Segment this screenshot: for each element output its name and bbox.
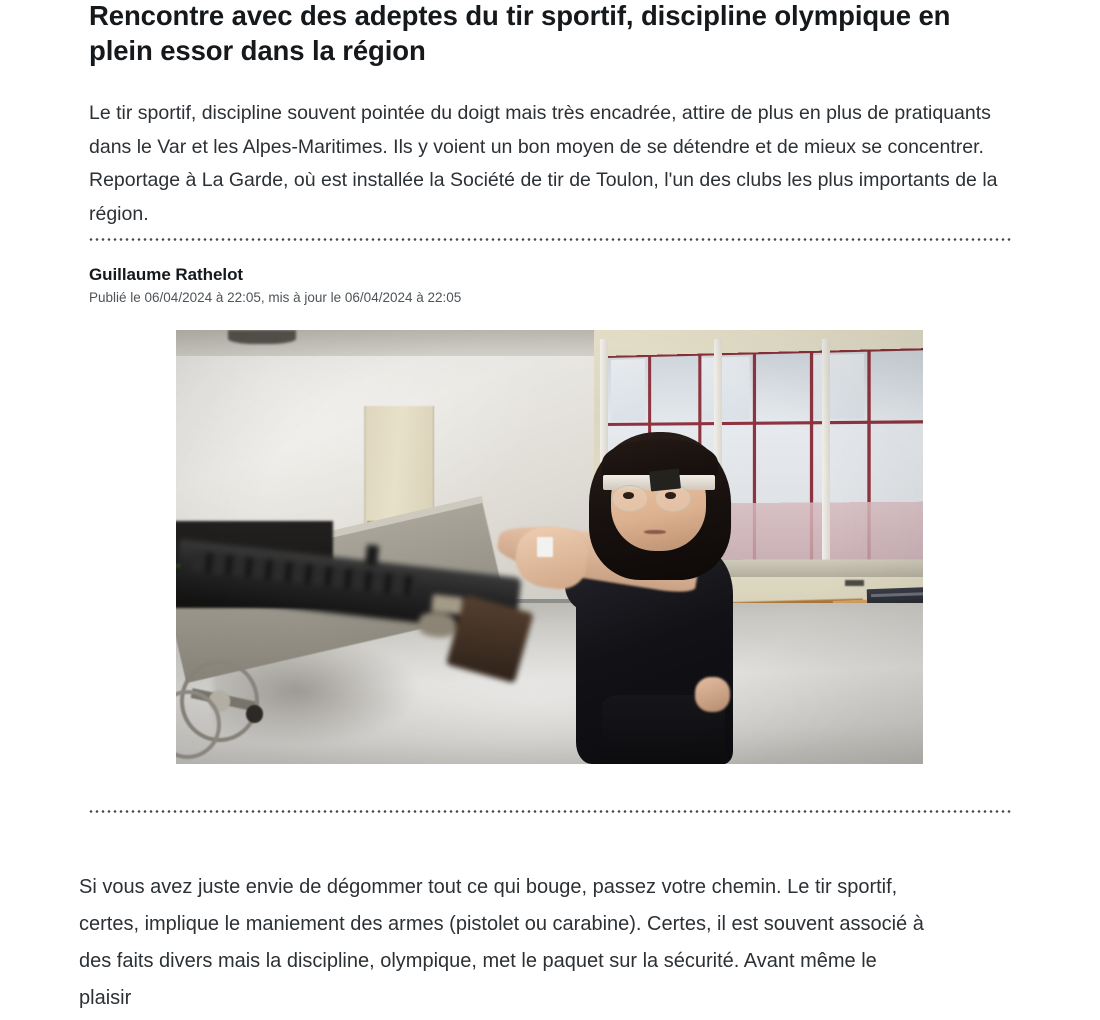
photo-canvas bbox=[176, 330, 923, 764]
dotted-separator-top bbox=[88, 238, 1013, 241]
photo-glasses-blinder bbox=[649, 468, 681, 491]
article-lede: Le tir sportif, discipline souvent pointée du doigt mais très encadrée, attire de plus en plus de pratiquants dans le Var et les Alpes-Maritimes. Ils y voient un bon moyen de se détendre et de mieux se concentrer. Reportage à La Garde, où est installée la Société de tir de Toulon, l'un des clubs les plus importants de la région. bbox=[89, 102, 998, 225]
article-body-paragraph: Si vous avez juste envie de dégommer tout ce qui bouge, passez votre chemin. Le tir sportif, certes, implique le maniement des armes (pistolet ou carabine). Certes, il est souvent associé à des faits divers mais la discipline, olympique, met le paquet sur la sécurité. Avant même le plaisir bbox=[79, 876, 924, 1009]
byline-author[interactable]: Guillaume Rathelot bbox=[89, 265, 244, 284]
article-photo bbox=[176, 330, 923, 764]
page-title: Rencontre avec des adeptes du tir sportif, discipline olympique en plein essor dans la région bbox=[89, 0, 951, 66]
photo-shooter-free-hand bbox=[695, 677, 729, 712]
photo-shooter-eye-left bbox=[623, 492, 634, 499]
photo-wheel-knob bbox=[246, 705, 263, 722]
photo-hand-tag bbox=[537, 537, 553, 556]
photo-wall-socket bbox=[845, 580, 864, 587]
byline bbox=[89, 263, 789, 307]
photo-window-post-3 bbox=[822, 339, 830, 582]
byline-date: Publié le 06/04/2024 à 22:05, mis à jour le 06/04/2024 à 22:05 bbox=[89, 290, 462, 305]
dotted-separator-bottom bbox=[88, 810, 1013, 813]
photo-ceiling-fixture bbox=[228, 330, 295, 344]
